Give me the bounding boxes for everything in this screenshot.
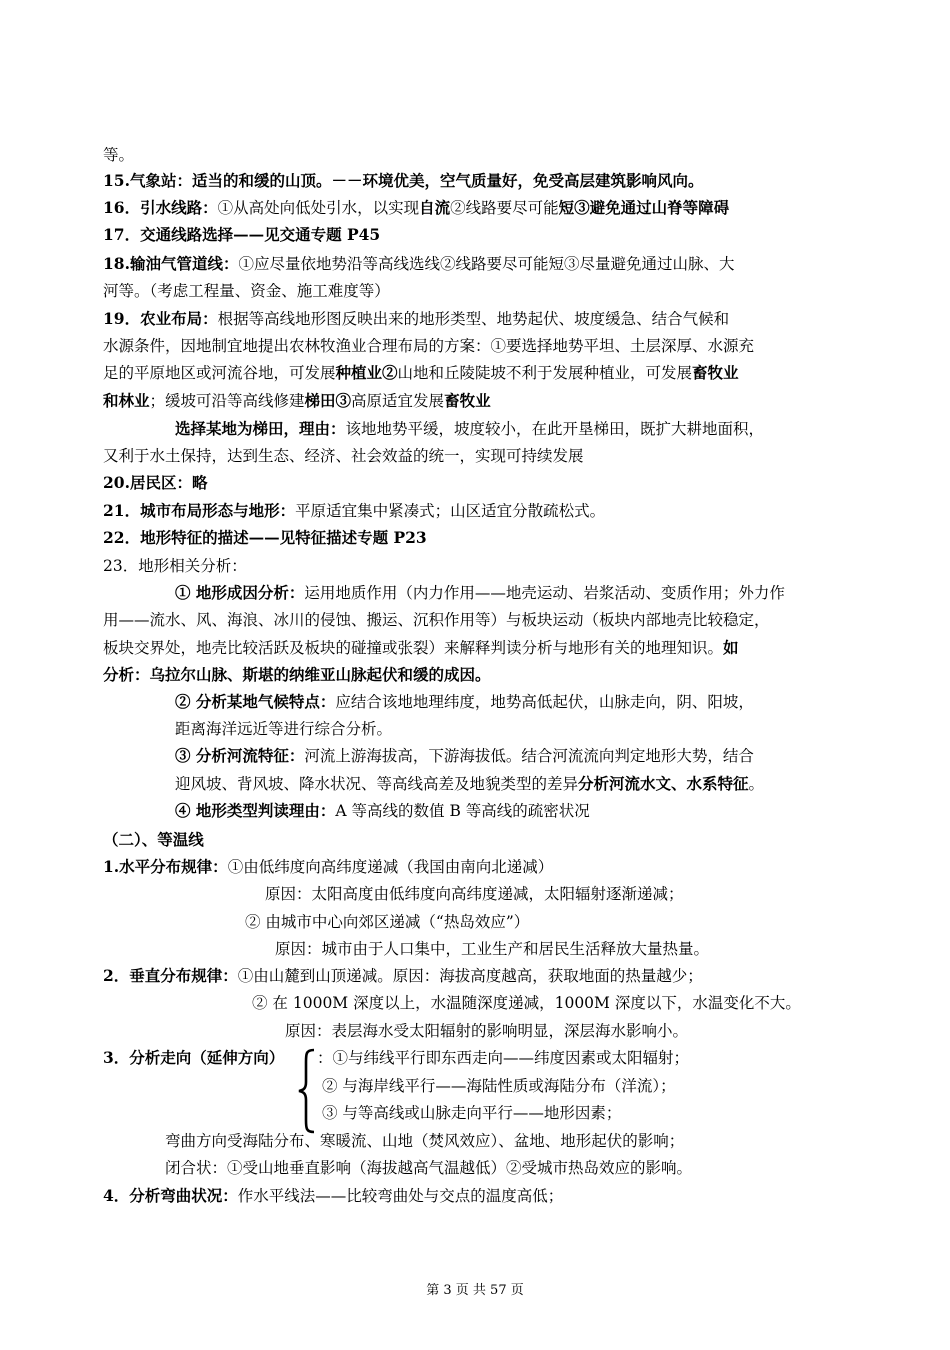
text-line: ② 分析某地气候特点：应结合该地地理纬度，地势高低起伏，山脉走向，阴、阳坡， [175,692,754,711]
text-line: 用——流水、风、海浪、冰川的侵蚀、搬运、沉积作用等）与板块运动（板块内部地壳比较稳定， [103,611,770,629]
text-line: ：①与纬线平行即东西走向——纬度因素或太阳辐射； [317,1049,690,1067]
curly-brace-icon [296,1048,318,1134]
text-line: ② 与海岸线平行——海陆性质或海陆分布（洋流）； [322,1077,676,1095]
isotherm-1-horizontal: 1.水平分布规律：①由低纬度向高纬度递减（我国由南向北递减） [103,857,554,876]
item-17-traffic-route: 17．交通线路选择——见交通专题 P45 [103,225,381,244]
item-16-water-diversion: 16．引水线路：①从高处向低处引水，以实现自流②线路要尽可能短③避免通过山脊等障碍 [103,198,730,217]
text-line: 原因：表层海水受太阳辐射的影响明显，深层海水影响小。 [285,1022,689,1040]
text-line: 等。 [103,146,135,164]
text-line: 原因：城市由于人口集中，工业生产和居民生活释放大量热量。 [275,940,710,958]
text-line: 和林业；缓坡可沿等高线修建梯田③高原适宜发展畜牧业 [103,391,491,410]
item-15-weather-station: 15.气象站：适当的和缓的山顶。－－环境优美，空气质量好，免受高层建筑影响风向。 [103,171,704,190]
item-18-pipeline: 18.输油气管道线：①应尽量依地势沿等高线选线②线路要尽可能短③尽量避免通过山脉、大 [103,254,735,273]
text-line: ③ 分析河流特征：河流上游海拔高，下游海拔低。结合河流流向判定地形大势，结合 [175,746,754,765]
text-line: 板块交界处，地壳比较活跃及板块的碰撞或张裂）来解释判读分析与地形有关的地理知识。如 [103,638,739,657]
text-line: 又利于水土保持，达到生态、经济、社会效益的统一，实现可持续发展 [103,447,584,465]
text-line: 闭合状：①受山地垂直影响（海拔越高气温越低）②受城市热岛效应的影响。 [165,1159,693,1177]
text-line: 水源条件，因地制宜地提出农林牧渔业合理布局的方案：①要选择地势平坦、土层深厚、水源充 [103,337,755,355]
item-20-residential: 20.居民区：略 [103,473,208,492]
text-line: 距离海洋远近等进行综合分析。 [175,720,393,738]
isotherm-2-vertical: 2．垂直分布规律：①由山麓到山顶递减。原因：海拔高度越高，获取地面的热量越少； [103,966,703,985]
isotherm-3-direction: 3．分析走向（延伸方向） [103,1048,285,1067]
text-line: ① 地形成因分析：运用地质作用（内力作用——地壳运动、岩浆活动、变质作用；外力作 [175,583,785,602]
text-line: 河等。（考虑工程量、资金、施工难度等） [103,282,390,300]
text-line: ② 由城市中心向郊区递减（“热岛效应”） [245,913,530,931]
text-line: 迎风坡、背风坡、降水状况、等高线高差及地貌类型的差异分析河流水文、水系特征。 [175,774,765,793]
isotherm-4-curvature: 4．分析弯曲状况：作水平线法——比较弯曲处与交点的温度高低； [103,1186,564,1205]
item-21-city-layout: 21．城市布局形态与地形：平原适宜集中紧凑式；山区适宜分散疏松式。 [103,501,606,520]
text-line: ② 在 1000M 深度以上，水温随深度递减，1000M 深度以下，水温变化不大。 [252,994,801,1012]
item-19-agriculture: 19．农业布局：根据等高线地形图反映出来的地形类型、地势起伏、坡度缓急、结合气候和 [103,309,730,328]
page-footer: 第 3 页 共 57 页 [426,1283,524,1298]
text-line: 原因：太阳高度由低纬度向高纬度递减，太阳辐射逐渐递减； [265,885,684,903]
text-line: 足的平原地区或河流谷地，可发展种植业②山地和丘陵陡坡不利于发展种植业，可发展畜牧业 [103,363,739,382]
text-line: 选择某地为梯田，理由：该地地势平缓，坡度较小，在此开垦梯田，既扩大耕地面积， [175,419,765,438]
text-line: 弯曲方向受海陆分布、寒暖流、山地（焚风效应）、盆地、地形起伏的影响； [165,1132,685,1150]
section-heading-isotherm: （二）、等温线 [103,830,204,849]
item-22-terrain-features: 22．地形特征的描述——见特征描述专题 P23 [103,528,427,547]
text-line: ④ 地形类型判读理由：A 等高线的数值 B 等高线的疏密状况 [175,801,590,820]
item-23-terrain-analysis: 23．地形相关分析： [103,557,247,575]
text-line: ③ 与等高线或山脉走向平行——地形因素； [322,1104,622,1122]
text-line: 分析：乌拉尔山脉、斯堪的纳维亚山脉起伏和缓的成因。 [103,665,491,684]
